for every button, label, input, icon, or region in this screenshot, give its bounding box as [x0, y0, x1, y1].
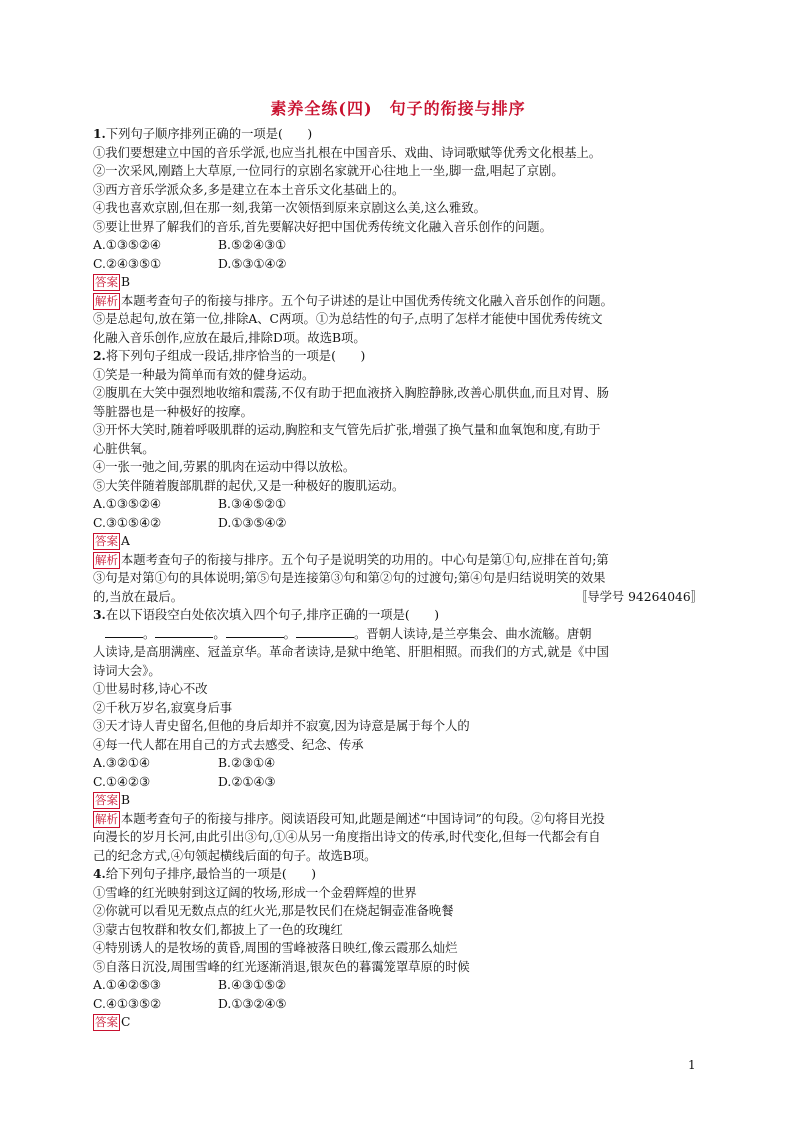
question-text: 给下列句子排序,最恰当的一项是( ): [105, 867, 317, 881]
fill-blank[interactable]: [296, 625, 354, 638]
options-row: [93, 514, 703, 533]
analysis-line: 己的纪念方式,④句领起横线后面的句子。故选B项。: [93, 848, 377, 863]
option-c: C.③①⑤④②: [93, 515, 161, 530]
item-line: ①笑是一种最为简单而有效的健身运动。: [93, 367, 315, 382]
question-number: 3.: [93, 607, 106, 622]
analysis-line: 化融入音乐创作,应放在最后,排除D项。故选B项。: [93, 330, 366, 345]
question-text: 下列句子顺序排列正确的一项是( ): [105, 127, 313, 141]
analysis-text: 本题考查句子的衔接与排序。五个句子讲述的是让中国优秀传统文化融入音乐创作的问题。: [121, 293, 613, 308]
passage-line: 人读诗,是高朋满座、冠盖京华。革命者读诗,是狱中绝笔、肝胆相照。而我们的方式,就是《中国: [93, 645, 609, 659]
question-stem: [93, 347, 703, 366]
item-line: ①我们要想建立中国的音乐学派,也应当扎根在中国音乐、戏曲、诗词歌赋等优秀文化根基上。: [93, 145, 602, 160]
option-b: B.⑤②④③①: [218, 238, 287, 252]
doc-reference: 〚导学号 94264046〛: [575, 589, 703, 604]
answer-tag: 答案: [95, 1015, 118, 1029]
option-b: B.④③①⑤②: [218, 978, 287, 992]
question-stem: [93, 865, 703, 884]
question-number: 4.: [93, 866, 106, 881]
item-line: ⑤大笑伴随着腹部肌群的起伏,又是一种极好的腹肌运动。: [93, 478, 405, 493]
separator: 。: [143, 626, 156, 641]
item-line: ②腹肌在大笑中强烈地收缩和震荡,不仅有助于把血液挤入胸腔静脉,改善心肌供血,而且对胃、肠: [93, 386, 609, 400]
answer-line: [93, 791, 703, 810]
options-row: [93, 236, 703, 255]
item-line: 等脏器也是一种极好的按摩。: [93, 404, 253, 419]
analysis-tag: 解析: [95, 293, 118, 308]
item-line: ④一张一弛之间,劳累的肌肉在运动中得以放松。: [93, 460, 356, 474]
item-line: ②你就可以看见无数点点的红火光,那是牧民们在烧起铜壶准备晚餐: [93, 904, 454, 918]
options-row: [93, 495, 703, 514]
question-4: [93, 865, 703, 1032]
option-a: A.①③⑤②④: [93, 497, 161, 511]
option-d: D.②①④③: [218, 774, 276, 789]
item-line: ③天才诗人青史留名,但他的身后却并不寂寞,因为诗意是属于每个人的: [93, 719, 470, 733]
item-line: ④每一代人都在用自己的方式去感受、纪念、传承: [93, 737, 364, 752]
analysis-line: ③句是对第①句的具体说明;第⑤句是连接第③句和第②句的过渡句;第④句是归结说明笑的效果: [93, 571, 606, 585]
passage-line: 诗词大会》。: [93, 663, 161, 678]
answer-line: [93, 1013, 703, 1032]
question-number: 2.: [93, 348, 106, 363]
item-line: ⑤要让世界了解我们的音乐,首先要解决好把中国优秀传统文化融入音乐创作的问题。: [93, 219, 552, 234]
analysis-line: 向漫长的岁月长河,由此引出③句,①④从另一角度指出诗文的传承,时代变化,但每一代都会有自: [93, 830, 601, 844]
option-a: A.①④②⑤③: [93, 978, 161, 992]
option-b: B.③④⑤②①: [218, 497, 287, 511]
answer-tag: 答案: [95, 534, 118, 548]
answer-tag: 答案: [95, 275, 118, 289]
item-line: ⑤自落日沉没,周围雪峰的红光逐渐消退,银灰色的暮霭笼罩草原的时候: [93, 959, 470, 974]
question-2: [93, 347, 703, 606]
option-a: A.③②①④: [93, 756, 150, 770]
fill-blank[interactable]: [226, 625, 284, 638]
item-line: ④特别诱人的是牧场的黄昏,周围的雪峰被落日映红,像云霞那么灿烂: [93, 941, 458, 955]
analysis-text: 本题考查句子的衔接与排序。阅读语段可知,此题是阐述“中国诗词”的句段。②句将目光投: [121, 811, 605, 826]
answer-line: [93, 532, 703, 551]
question-stem: [93, 606, 703, 625]
document-page: [93, 96, 703, 1032]
fill-blank[interactable]: [155, 625, 213, 638]
option-d: D.⑤③①④②: [218, 256, 287, 271]
separator: 。: [283, 626, 296, 641]
item-line: ②千秋万岁名,寂寞身后事: [93, 700, 233, 715]
option-b: B.②③①④: [218, 756, 276, 770]
answer-value: A: [121, 534, 130, 548]
analysis-line: ⑤是总起句,放在第一位,排除A、C两项。①为总结性的句子,点明了怎样才能使中国优秀传统文: [93, 312, 603, 326]
options-row: [93, 255, 703, 274]
page-title: 素养全练(四) 句子的衔接与排序: [270, 99, 526, 118]
options-row: [93, 754, 703, 773]
options-row: [93, 995, 703, 1014]
analysis-tag: 解析: [95, 552, 118, 567]
passage-line: [93, 625, 703, 644]
item-line: ③开怀大笑时,随着呼吸肌群的运动,胸腔和支气管先后扩张,增强了换气量和血氧饱和度,有助于: [93, 423, 601, 437]
option-d: D.①③②④⑤: [218, 996, 287, 1011]
option-d: D.①③⑤④②: [218, 515, 287, 530]
option-a: A.①③⑤②④: [93, 238, 161, 252]
question-text: 将下列句子组成一段话,排序恰当的一项是( ): [105, 349, 366, 363]
option-c: C.②④③⑤①: [93, 256, 161, 271]
analysis-line: [93, 292, 703, 311]
item-line: 心脏供氧。: [93, 441, 155, 456]
item-line: ③西方音乐学派众多,多是建立在本土音乐文化基础上的。: [93, 182, 405, 197]
answer-tag: 答案: [95, 793, 118, 807]
answer-value: B: [121, 275, 131, 289]
answer-value: C: [121, 1015, 131, 1029]
question-3: [93, 606, 703, 865]
analysis-text: 的,当放在最后。: [93, 589, 183, 604]
question-1: [93, 125, 703, 347]
page-number: 1: [688, 1058, 696, 1072]
passage-text: 。晋朝人读诗,是兰亭集会、曲水流觞。唐朝: [353, 626, 592, 641]
item-line: ④我也喜欢京剧,但在那一刻,我第一次领悟到原来京剧这么美,这么雅致。: [93, 201, 486, 215]
analysis-line: [93, 588, 703, 607]
analysis-text: 本题考查句子的衔接与排序。五个句子是说明笑的功用的。中心句是第①句,应排在首句;第: [121, 552, 609, 567]
analysis-tag: 解析: [95, 811, 118, 826]
answer-value: B: [121, 793, 131, 807]
question-number: 1.: [93, 126, 106, 141]
options-row: [93, 773, 703, 792]
analysis-line: [93, 551, 703, 570]
options-row: [93, 976, 703, 995]
fill-blank[interactable]: [105, 625, 143, 638]
analysis-line: [93, 810, 703, 829]
question-stem: [93, 125, 703, 144]
answer-line: [93, 273, 703, 292]
separator: 。: [213, 626, 226, 641]
item-line: ③蒙古包牧群和牧女们,都披上了一色的玫瑰红: [93, 922, 343, 937]
option-c: C.④①③⑤②: [93, 996, 161, 1011]
question-text: 在以下语段空白处依次填入四个句子,排序正确的一项是( ): [105, 608, 440, 622]
item-line: ①世易时移,诗心不改: [93, 682, 208, 696]
option-c: C.①④②③: [93, 774, 150, 789]
item-line: ①雪峰的红光映射到这辽阔的牧场,形成一个金碧辉煌的世界: [93, 885, 417, 900]
item-line: ②一次采风,刚踏上大草原,一位同行的京剧名家就开心往地上一坐,脚一盘,唱起了京剧。: [93, 164, 564, 178]
